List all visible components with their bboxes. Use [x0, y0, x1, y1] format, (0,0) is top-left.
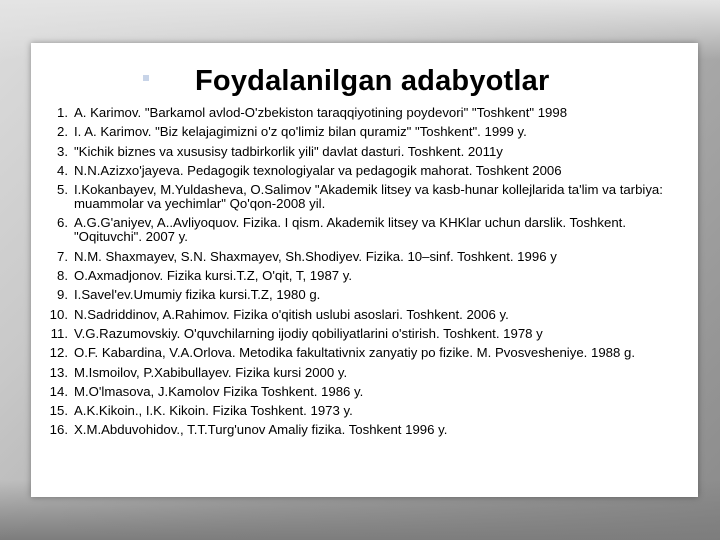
reference-number: 9. — [57, 287, 68, 303]
reference-number: 15. — [49, 403, 68, 419]
slide-panel — [31, 43, 698, 497]
reference-item — [45, 183, 695, 211]
reference-text: M.O'lmasova, J.Kamolov Fizika Toshkent. 1986 y. — [74, 383, 364, 399]
reference-number: 13. — [49, 364, 68, 380]
reference-text: N.Sadriddinov, A.Rahimov. Fizika o'qitish uslubi asoslari. Toshkent. 2006 y. — [74, 306, 509, 322]
reference-text: O.Axmadjonov. Fizika kursi.T.Z, O'qit, T, 1987 y. — [74, 268, 353, 284]
reference-text: I.Savel'ev.Umumiy fizika kursi.T.Z, 1980 g. — [74, 287, 321, 303]
reference-text: A. Karimov. "Barkamol avlod-O'zbekiston taraqqiyotining poydevori" "Toshkent" 1998 — [74, 105, 568, 120]
reference-item — [45, 423, 695, 437]
reference-number: 6. — [57, 215, 68, 231]
reference-number: 3. — [57, 143, 68, 159]
reference-number: 5. — [57, 182, 68, 198]
reference-item — [45, 288, 695, 302]
reference-item — [45, 164, 695, 178]
title-bullet-icon — [143, 75, 149, 81]
references-list — [45, 106, 695, 443]
reference-item — [45, 385, 695, 399]
reference-text: O.F. Kabardina, V.A.Orlova. Metodika fakultativnix zanyatiy po fizike. M. Pvosvesheniye. 1988 g. — [74, 345, 635, 361]
reference-item — [45, 327, 695, 341]
reference-text: I.Kokanbayev, M.Yuldasheva, O.Salimov "Akademik litsey va kasb-hunar kollejlarida ta'lim va tarbiya: muammolar va yechimlar" Qo'qon-2008 yil. — [74, 182, 663, 212]
reference-text: "Kichik biznes va xususisy tadbirkorlik yili" davlat dasturi. Toshkent. 2011y — [74, 143, 503, 159]
reference-text: M.Ismoilov, P.Xabibullayev. Fizika kursi 2000 y. — [74, 364, 348, 380]
reference-number: 2. — [57, 124, 68, 140]
reference-number: 4. — [57, 162, 68, 178]
reference-number: 16. — [49, 422, 68, 438]
slide-title: Foydalanilgan adabyotlar — [195, 65, 550, 97]
reference-item — [45, 125, 695, 139]
reference-text: N.M. Shaxmayev, S.N. Shaxmayev, Sh.Shodiyev. Fizika. 10–sinf. Toshkent. 1996 y — [74, 248, 557, 264]
reference-item — [45, 216, 695, 244]
reference-item — [45, 346, 695, 360]
reference-number: 8. — [57, 268, 68, 284]
reference-number: 1. — [57, 105, 68, 120]
reference-text: N.N.Azizxo'jayeva. Pedagogik texnologiyalar va pedagogik mahorat. Toshkent 2006 — [74, 162, 562, 178]
reference-text: X.M.Abduvohidov., T.T.Turg'unov Amaliy fizika. Toshkent 1996 y. — [74, 422, 448, 438]
reference-item — [45, 366, 695, 380]
reference-item — [45, 250, 695, 264]
reference-number: 14. — [49, 383, 68, 399]
reference-text: A.K.Kikoin., I.K. Kikoin. Fizika Toshkent. 1973 y. — [74, 403, 353, 419]
reference-number: 10. — [49, 306, 68, 322]
reference-item — [45, 308, 695, 322]
reference-number: 7. — [57, 248, 68, 264]
reference-number: 12. — [49, 345, 68, 361]
reference-item — [45, 106, 695, 120]
title-row — [31, 65, 698, 105]
reference-item — [45, 269, 695, 283]
reference-text: A.G.G'aniyev, A..Avliyoquov. Fizika. I qism. Akademik litsey va KHKlar uchun darslik. Toshkent. "Oqituvchi". 2007 y. — [74, 215, 626, 245]
reference-text: I. A. Karimov. "Biz kelajagimizni o'z qo'limiz bilan quramiz" "Toshkent". 1999 y. — [74, 124, 527, 140]
reference-text: V.G.Razumovskiy. O'quvchilarning ijodiy qobiliyatlarini o'stirish. Toshkent. 1978 y — [74, 325, 543, 341]
reference-number: 11. — [50, 325, 68, 341]
reference-item — [45, 404, 695, 418]
reference-item — [45, 145, 695, 159]
